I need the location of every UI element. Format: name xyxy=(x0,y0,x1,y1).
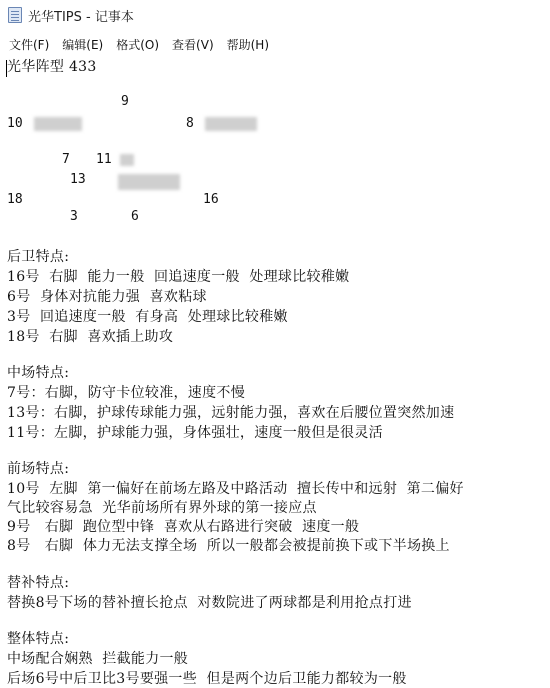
text-line: 13号：右脚，护球传球能力强，远射能力强，喜欢在后腰位置突然加速 xyxy=(7,405,455,421)
formation-number: 6 xyxy=(131,209,139,224)
text-line: 18号 右脚 喜欢插上助攻 xyxy=(7,329,174,345)
section-title: 后卫特点: xyxy=(7,249,70,265)
text-line: 气比较容易急 光华前场所有界外球的第一接应点 xyxy=(7,500,317,516)
section-title: 整体特点: xyxy=(7,631,70,647)
formation-number: 11 xyxy=(96,152,112,167)
text-line: 10号 左脚 第一偏好在前场左路及中路活动 擅长传中和远射 第二偏好 xyxy=(7,481,464,497)
menu-format[interactable]: 格式(O) xyxy=(116,37,160,52)
text-line: 替换8号下场的替补擅长抢点 对数院进了两球都是利用抢点打进 xyxy=(7,595,412,611)
formation-number: 7 xyxy=(62,152,70,167)
text-line: 7号：右脚，防守卡位较准，速度不慢 xyxy=(7,385,246,401)
menu-bar xyxy=(0,34,550,54)
text-line: 9号 右脚 跑位型中锋 喜欢从右路进行突破 速度一般 xyxy=(7,519,360,535)
formation-number: 10 xyxy=(7,116,23,131)
formation-number: 3 xyxy=(70,209,78,224)
formation-heading: 光华阵型 433 xyxy=(7,59,97,75)
redacted-name xyxy=(34,117,82,131)
section-title: 中场特点: xyxy=(7,365,70,381)
notepad-icon xyxy=(8,7,22,23)
menu-edit[interactable]: 编辑(E) xyxy=(62,37,104,52)
section-title: 替补特点: xyxy=(7,575,70,591)
menu-view[interactable]: 查看(V) xyxy=(172,37,214,52)
redacted-name xyxy=(205,117,257,131)
formation-number: 8 xyxy=(186,116,194,131)
window-title: 光华TIPS - 记事本 xyxy=(28,9,134,25)
text-line: 8号 右脚 体力无法支撑全场 所以一般都会被提前换下或下半场换上 xyxy=(7,538,450,554)
formation-number: 9 xyxy=(121,94,129,109)
formation-number: 18 xyxy=(7,192,23,207)
title-bar xyxy=(0,0,550,30)
menu-help[interactable]: 帮助(H) xyxy=(226,37,270,52)
text-line: 中场配合娴熟 拦截能力一般 xyxy=(7,651,189,667)
menu-file[interactable]: 文件(F) xyxy=(9,37,50,52)
text-line: 后场6号中后卫比3号要强一些 但是两个边后卫能力都较为一般 xyxy=(7,671,407,687)
formation-number: 16 xyxy=(203,192,219,207)
text-line: 6号 身体对抗能力强 喜欢粘球 xyxy=(7,289,207,305)
redacted-name xyxy=(120,154,134,166)
section-title: 前场特点: xyxy=(7,461,70,477)
text-line: 3号 回追速度一般 有身高 处理球比较稚嫩 xyxy=(7,309,288,325)
text-editor[interactable] xyxy=(0,54,550,688)
redacted-name xyxy=(118,174,180,190)
text-line: 16号 右脚 能力一般 回追速度一般 处理球比较稚嫩 xyxy=(7,269,350,285)
text-line: 11号：左脚，护球能力强，身体强壮，速度一般但是很灵活 xyxy=(7,425,383,441)
formation-number: 13 xyxy=(70,172,86,187)
